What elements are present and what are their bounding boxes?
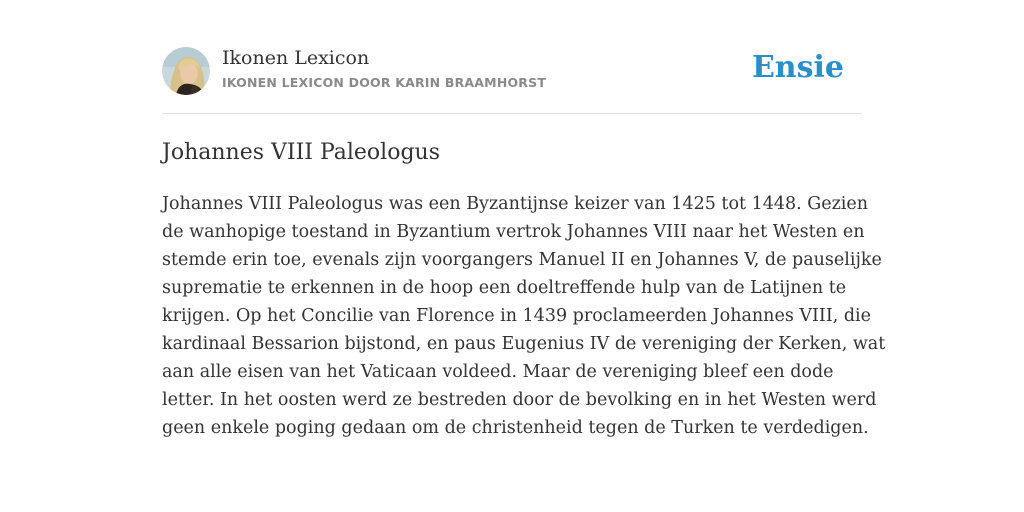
body-line: stemde erin toe, evenals zijn voorgangers Manuel II en Johannes V, de pauselijke [162, 250, 882, 270]
author-avatar[interactable] [162, 47, 210, 95]
author-subtitle[interactable]: IKONEN LEXICON DOOR KARIN BRAAMHORST [222, 75, 547, 90]
body-line: de wanhopige toestand in Byzantium vertrok Johannes VIII naar het Westen en [162, 222, 865, 242]
header [162, 44, 862, 100]
portrait-icon [162, 47, 210, 95]
author-name[interactable]: Ikonen Lexicon [222, 47, 370, 69]
body-line: suprematie te erkennen in de hoop een doeltreffende hulp van de Latijnen te [162, 278, 847, 298]
article-title: Johannes VIII Paleologus [162, 140, 440, 165]
body-line: letter. In het oosten werd ze bestreden door de bevolking en in het Westen werd [162, 390, 877, 410]
body-line: geen enkele poging gedaan om de christenheid tegen de Turken te verdedigen. [162, 418, 869, 438]
body-line: aan alle eisen van het Vaticaan voldeed. Maar de vereniging bleef een dode [162, 362, 834, 382]
body-line: Johannes VIII Paleologus was een Byzantijnse keizer van 1425 tot 1448. Gezien [162, 194, 869, 214]
body-line: kardinaal Bessarion bijstond, en paus Eugenius IV de vereniging der Kerken, wat [162, 334, 886, 354]
ensie-logo[interactable]: Ensie [751, 50, 844, 85]
article-body [162, 190, 886, 442]
header-divider [162, 113, 862, 114]
body-line: krijgen. Op het Concilie van Florence in 1439 proclameerden Johannes VIII, die [162, 306, 872, 326]
